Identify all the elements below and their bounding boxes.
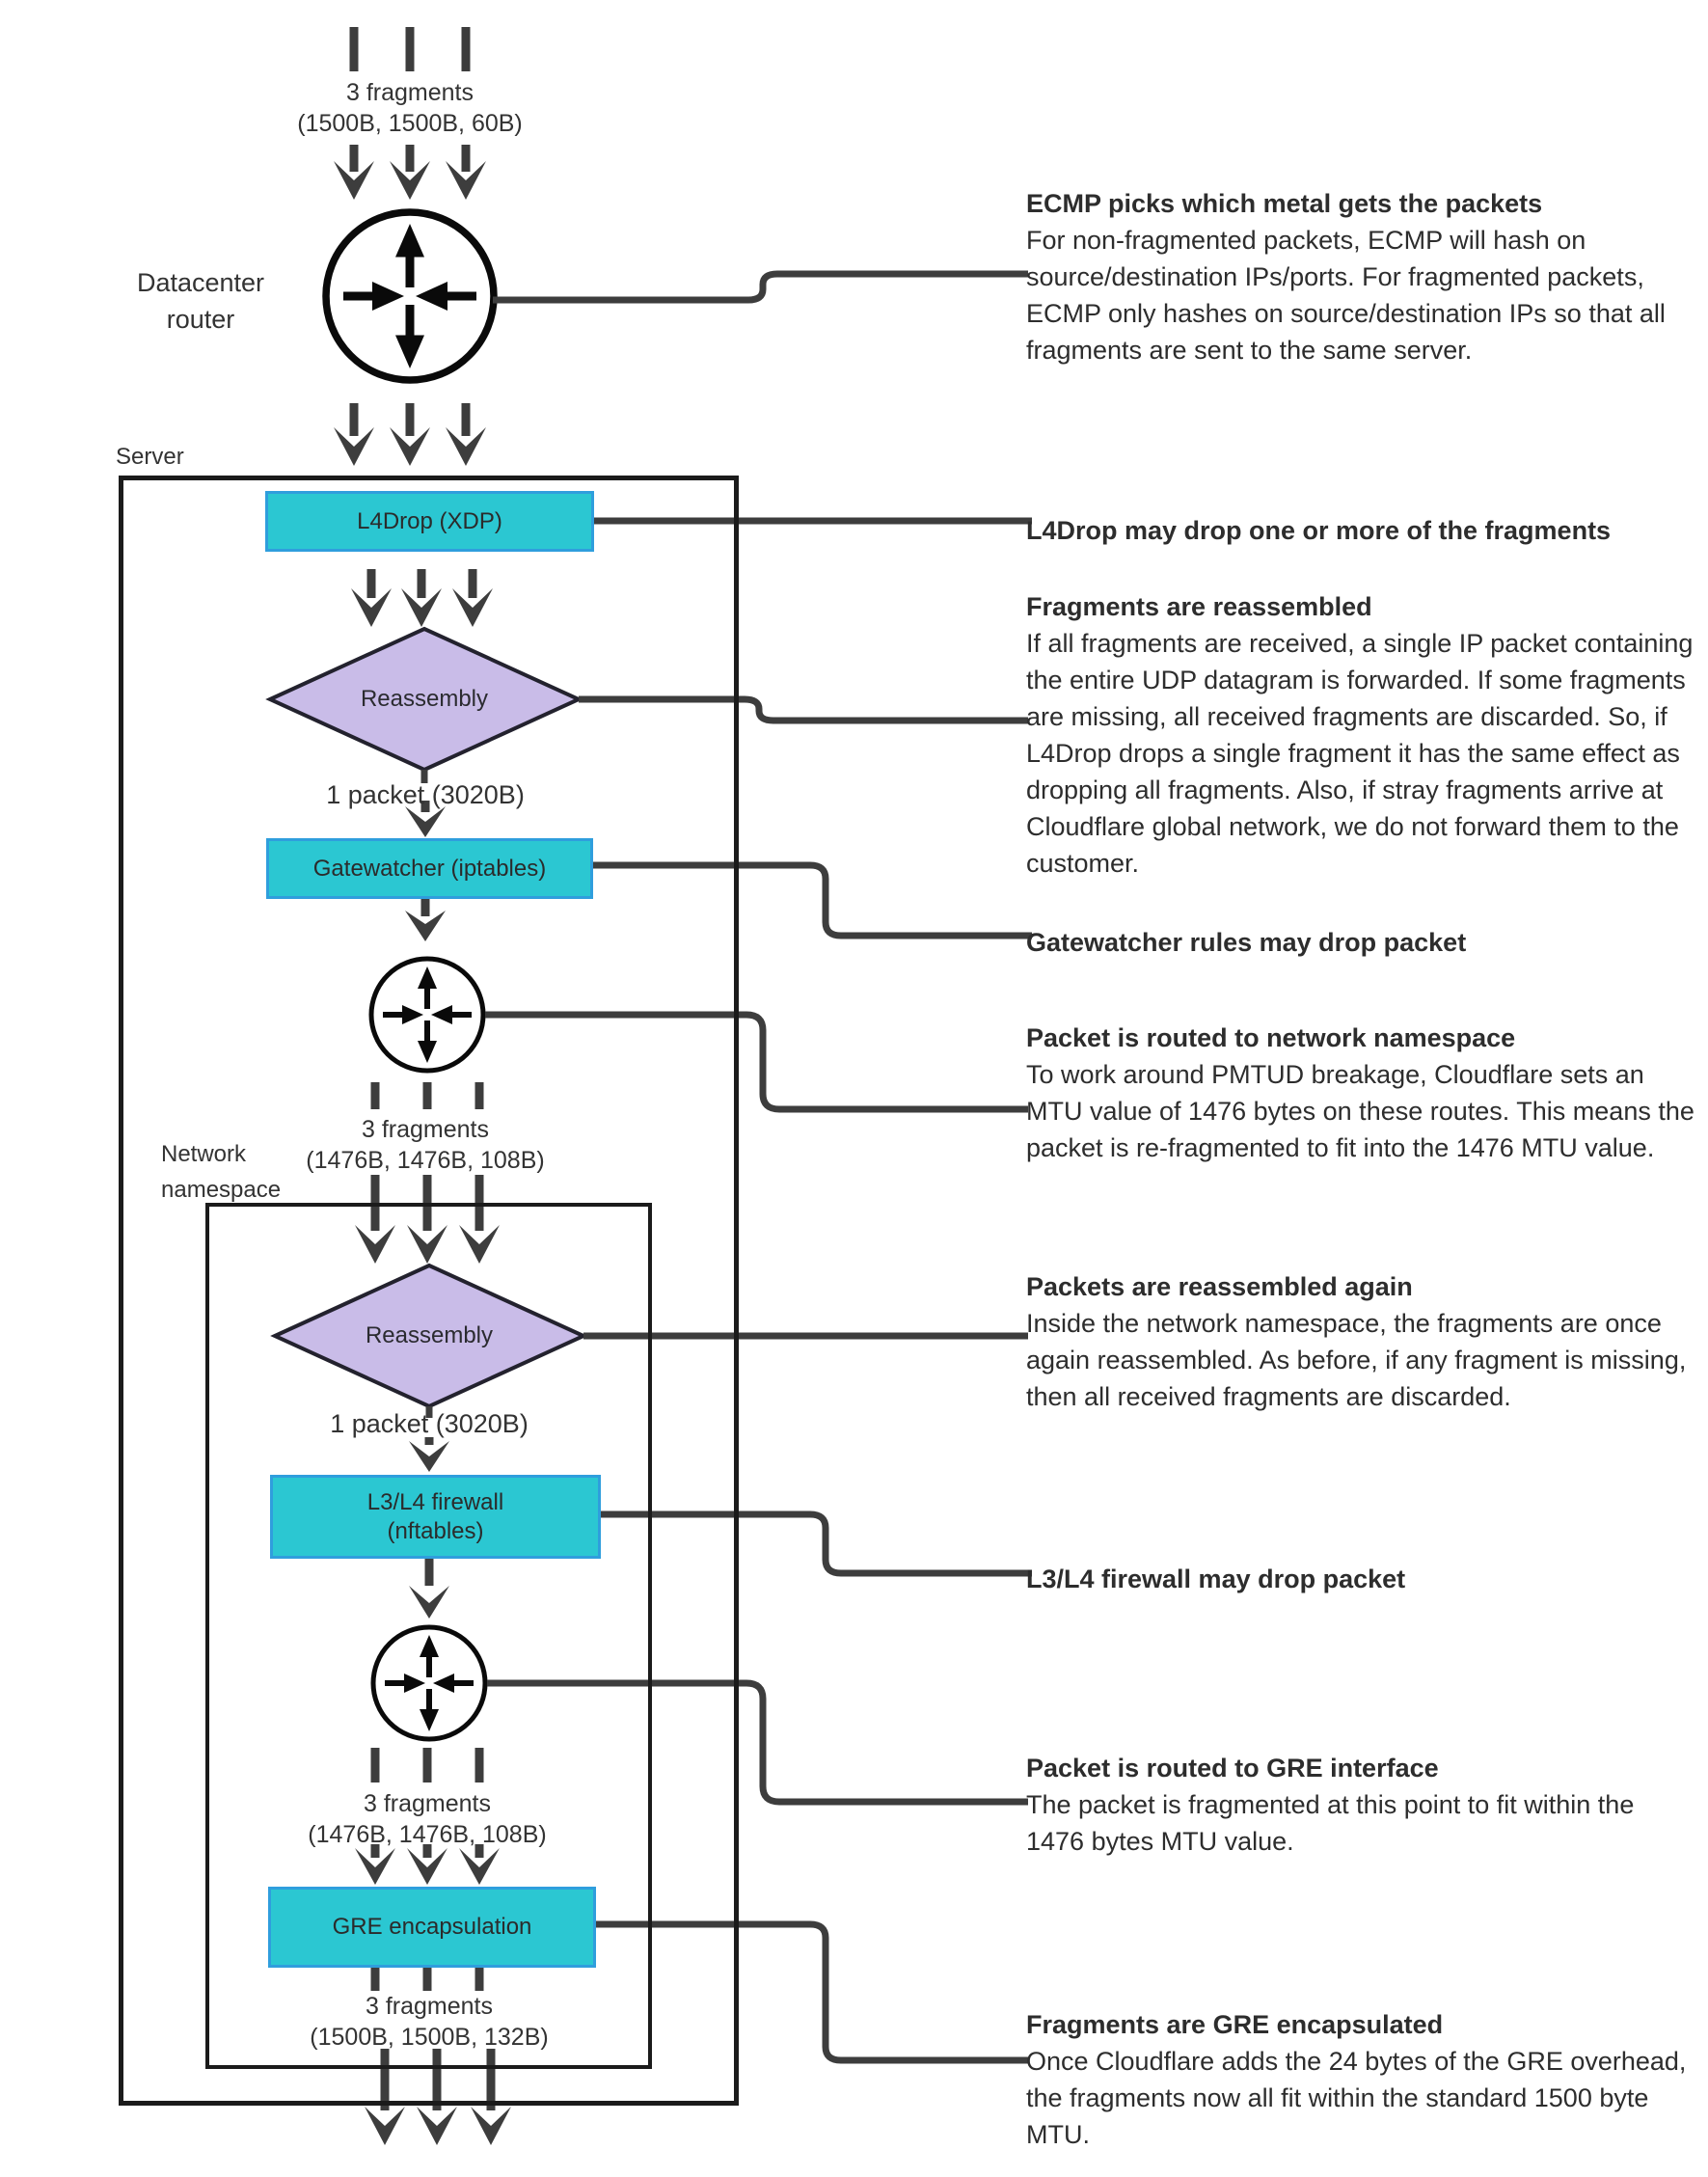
datacenter-router-label-line1: Datacenter bbox=[136, 268, 265, 297]
reassembly-1-label: Reassembly bbox=[360, 686, 489, 712]
note-title: Fragments are GRE encapsulated bbox=[1026, 2010, 1444, 2039]
note-l4drop bbox=[1026, 512, 1696, 549]
node-l4drop bbox=[265, 491, 594, 552]
note-title: Gatewatcher rules may drop packet bbox=[1026, 928, 1467, 957]
mid-fragments-count-label: 3 fragments bbox=[361, 1116, 489, 1143]
node-gatewatcher bbox=[266, 838, 593, 899]
note-title: Packet is routed to GRE interface bbox=[1026, 1754, 1439, 1782]
packet2-label: 1 packet (3020B) bbox=[330, 1409, 529, 1438]
network-namespace-label-line1: Network bbox=[161, 1141, 247, 1167]
note-l3l4 bbox=[1026, 1561, 1696, 1597]
datacenter-router-label-line2: router bbox=[166, 305, 235, 334]
note-ecmp bbox=[1026, 185, 1696, 368]
note-body: To work around PMTUD breakage, Cloudflare sets an MTU value of 1476 bytes on these routes. This means the packet is re-fragmented to fit into the 1476 MTU value. bbox=[1026, 1060, 1694, 1162]
node-l3l4-firewall bbox=[270, 1475, 601, 1559]
reassembly-2-label: Reassembly bbox=[365, 1322, 494, 1348]
note-title: Packets are reassembled again bbox=[1026, 1272, 1413, 1301]
node-gre-label: GRE encapsulation bbox=[332, 1914, 532, 1940]
note-body: If all fragments are received, a single IP packet containing the entire UDP datagram is forwarded. If some fragments are missing, all received fragments are discarded. So, if L4Drop drops a single fragment it has the same effect as dropping all fragments. Also, if stray fragments arrive at Cloudflare global network, we do not forward them to the customer. bbox=[1026, 629, 1694, 878]
top-fragment-dashes-icon bbox=[354, 27, 466, 71]
packet1-label: 1 packet (3020B) bbox=[326, 780, 525, 809]
gre-in-fragments-count-label: 3 fragments bbox=[363, 1790, 491, 1817]
server-label: Server bbox=[116, 444, 184, 470]
gre-out-fragments-sizes-label: (1500B, 1500B, 132B) bbox=[310, 2024, 549, 2051]
note-gre-encapsulated bbox=[1026, 2006, 1696, 2153]
datacenter-router-icon bbox=[326, 212, 494, 380]
top-fragments-sizes-label: (1500B, 1500B, 60B) bbox=[297, 110, 523, 137]
node-l4drop-label: L4Drop (XDP) bbox=[357, 507, 502, 534]
note-title: L4Drop may drop one or more of the fragments bbox=[1026, 516, 1612, 545]
connector-router-to-ecmp-note bbox=[493, 274, 1028, 300]
node-gatewatcher-label: Gatewatcher (iptables) bbox=[312, 855, 547, 882]
node-l3l4-label-line1: L3/L4 firewall bbox=[366, 1488, 504, 1515]
note-body: The packet is fragmented at this point to fit within the 1476 bytes MTU value. bbox=[1026, 1790, 1635, 1856]
note-reassembly bbox=[1026, 588, 1696, 882]
network-namespace-label-line2: namespace bbox=[161, 1177, 282, 1203]
mid-fragments-sizes-label: (1476B, 1476B, 108B) bbox=[306, 1147, 545, 1174]
note-title: ECMP picks which metal gets the packets bbox=[1026, 189, 1543, 218]
note-body: Inside the network namespace, the fragments are once again reassembled. As before, if any fragment is missing, then all received fragments are discarded. bbox=[1026, 1309, 1687, 1411]
note-title: L3/L4 firewall may drop packet bbox=[1026, 1565, 1406, 1593]
note-title: Fragments are reassembled bbox=[1026, 592, 1372, 621]
note-gre-interface bbox=[1026, 1750, 1696, 1860]
note-network-namespace bbox=[1026, 1020, 1696, 1166]
node-l3l4-label-line2: (nftables) bbox=[387, 1517, 484, 1544]
note-title: Packet is routed to network namespace bbox=[1026, 1023, 1516, 1052]
arrows-into-datacenter-router-icon bbox=[334, 145, 486, 200]
gre-out-fragments-count-label: 3 fragments bbox=[365, 1993, 493, 2020]
note-body: Once Cloudflare adds the 24 bytes of the GRE overhead, the fragments now all fit within the standard 1500 byte MTU. bbox=[1026, 2047, 1687, 2149]
node-gre-encapsulation bbox=[268, 1887, 596, 1968]
top-fragments-count-label: 3 fragments bbox=[345, 79, 474, 106]
note-body: For non-fragmented packets, ECMP will hash on source/destination IPs/ports. For fragmented packets, ECMP only hashes on source/destination IPs so that all fragments are sent to the same server. bbox=[1026, 226, 1666, 365]
arrows-into-server-icon bbox=[334, 403, 486, 466]
note-gatewatcher bbox=[1026, 924, 1696, 961]
gre-in-fragments-sizes-label: (1476B, 1476B, 108B) bbox=[308, 1821, 547, 1848]
note-reassembled-again bbox=[1026, 1268, 1696, 1415]
